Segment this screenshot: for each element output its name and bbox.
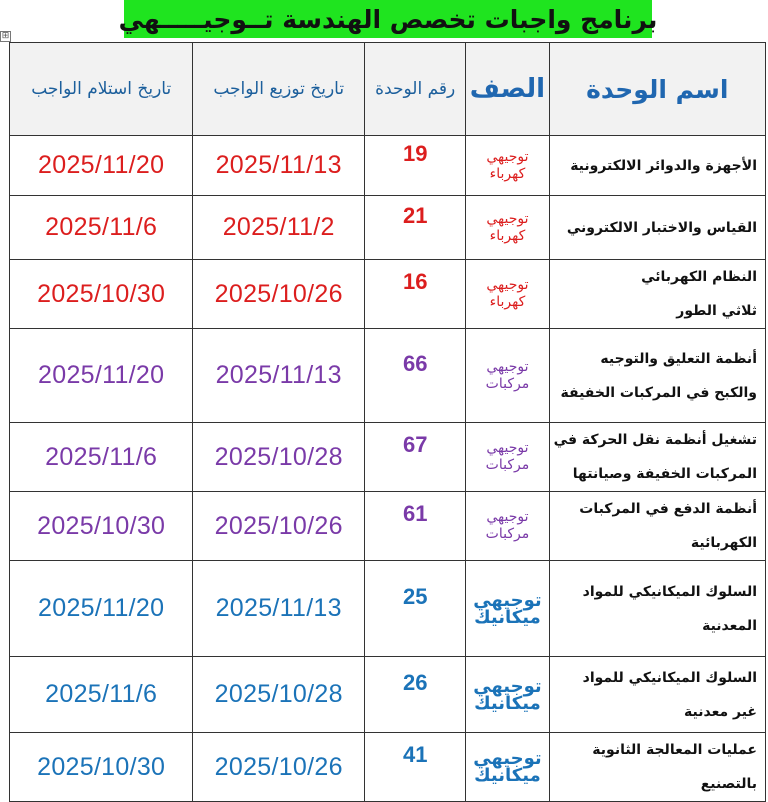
received-date-cell: 2025/10/30 [10, 260, 193, 329]
unit-name-line: القياس والاختبار الالكتروني [566, 219, 757, 236]
received-date-cell: 2025/11/20 [10, 561, 193, 657]
grade-level: توجيهي [486, 440, 529, 456]
unit-name-line: تشغيل أنظمة نقل الحركة في [553, 432, 757, 448]
table-row [10, 492, 766, 561]
grade-level: توجيهي [473, 589, 542, 611]
unit-number: 19 [402, 140, 428, 166]
assignments-table [9, 42, 766, 802]
distribution-date-cell: 2025/11/13 [193, 136, 365, 196]
grade-cell [466, 260, 549, 329]
unit-name-cell [549, 561, 765, 657]
grade-specialty: كهرباء [489, 294, 526, 310]
grade-cell [466, 657, 549, 733]
unit-number: 21 [402, 202, 428, 228]
unit-name-cell [549, 260, 765, 329]
page-title: برنامج واجبات تخصص الهندسة تــوجيـــــهي [118, 4, 658, 34]
received-date-cell: 2025/11/20 [10, 329, 193, 423]
unit-number-cell [365, 561, 466, 657]
grade-level: توجيهي [473, 675, 542, 697]
distribution-date-cell: 2025/10/28 [193, 423, 365, 492]
unit-name-cell [549, 733, 765, 802]
unit-number-cell [365, 136, 466, 196]
table-row [10, 260, 766, 329]
received-date-cell: 2025/11/20 [10, 136, 193, 196]
grade-specialty: مركبات [485, 457, 530, 473]
unit-number: 25 [402, 583, 428, 609]
distribution-date-cell: 2025/10/26 [193, 492, 365, 561]
unit-number: 41 [402, 742, 428, 767]
header-received-date: تاريخ استلام الواجب [10, 43, 193, 136]
unit-number: 61 [402, 501, 428, 526]
distribution-date-cell: 2025/11/2 [193, 196, 365, 260]
unit-name-cell [549, 492, 765, 561]
title-banner [118, 0, 658, 38]
table-row [10, 733, 766, 802]
header-distribution-date: تاريخ توزيع الواجب [193, 43, 365, 136]
grade-level: توجيهي [473, 748, 542, 769]
unit-name-cell [549, 423, 765, 492]
unit-name-cell [549, 136, 765, 196]
unit-number-cell [365, 657, 466, 733]
unit-name-line: أنظمة التعليق والتوجيه [600, 350, 757, 367]
grade-level: توجيهي [486, 277, 529, 293]
unit-number: 26 [402, 669, 428, 695]
table-row [10, 657, 766, 733]
unit-name-line: المركبات الخفيفة وصيانتها [572, 466, 757, 482]
unit-number: 67 [402, 432, 428, 457]
table-row [10, 561, 766, 657]
grade-specialty: مركبات [485, 375, 530, 392]
unit-name-line: السلوك الميكانيكي للمواد [582, 669, 757, 686]
unit-name-line: عمليات المعالجة الثانوية [592, 742, 757, 758]
grade-level: توجيهي [486, 509, 529, 525]
unit-name-line: والكبح في المركبات الخفيفة [560, 384, 757, 401]
unit-number-cell [365, 492, 466, 561]
unit-name-cell [549, 196, 765, 260]
received-date-cell: 2025/11/6 [10, 196, 193, 260]
unit-name-line: النظام الكهربائي [641, 269, 757, 285]
grade-cell [466, 423, 549, 492]
grade-cell [466, 329, 549, 423]
unit-name-line: السلوك الميكانيكي للمواد [582, 583, 757, 600]
grade-specialty: ميكانيك [474, 692, 541, 714]
grade-specialty: ميكانيك [474, 765, 541, 786]
unit-name-line: المعدنية [702, 617, 757, 634]
unit-number-cell [365, 196, 466, 260]
table-header-row [10, 43, 766, 136]
unit-number: 66 [402, 350, 428, 376]
header-unit-number: رقم الوحدة [365, 43, 466, 136]
unit-number-cell [365, 260, 466, 329]
unit-name-line: الكهربائية [690, 535, 757, 551]
header-unit-name: اسم الوحدة [549, 43, 765, 136]
unit-name-line: الأجهزة والدوائر الالكترونية [570, 157, 757, 174]
received-date-cell: 2025/11/6 [10, 423, 193, 492]
grade-specialty: مركبات [485, 526, 530, 542]
unit-number-cell [365, 423, 466, 492]
grade-specialty: كهرباء [489, 165, 526, 182]
unit-name-cell [549, 657, 765, 733]
table-row [10, 329, 766, 423]
distribution-date-cell: 2025/11/13 [193, 561, 365, 657]
grade-cell [466, 492, 549, 561]
received-date-cell: 2025/10/30 [10, 733, 193, 802]
grade-cell [466, 561, 549, 657]
grade-cell [466, 196, 549, 260]
grade-level: توجيهي [486, 358, 529, 375]
grade-specialty: ميكانيك [474, 606, 541, 628]
grade-cell [466, 733, 549, 802]
unit-name-line: ثلاثي الطور [676, 303, 757, 319]
distribution-date-cell: 2025/10/26 [193, 733, 365, 802]
distribution-date-cell: 2025/10/28 [193, 657, 365, 733]
unit-number-cell [365, 733, 466, 802]
table-row [10, 423, 766, 492]
table-row [10, 136, 766, 196]
grade-cell [466, 136, 549, 196]
distribution-date-cell: 2025/11/13 [193, 329, 365, 423]
unit-name-line: بالتصنيع [700, 776, 757, 792]
header-grade: الصف [466, 43, 549, 136]
unit-name-line: غير معدنية [684, 703, 757, 720]
received-date-cell: 2025/10/30 [10, 492, 193, 561]
unit-number: 16 [402, 269, 428, 294]
grade-specialty: كهرباء [489, 227, 526, 244]
grade-level: توجيهي [486, 210, 529, 227]
distribution-date-cell: 2025/10/26 [193, 260, 365, 329]
grade-level: توجيهي [486, 148, 529, 165]
table-move-handle-icon[interactable]: ⊞ [1, 31, 10, 41]
unit-name-cell [549, 329, 765, 423]
unit-name-line: أنظمة الدفع في المركبات [579, 501, 757, 517]
received-date-cell: 2025/11/6 [10, 657, 193, 733]
table-row [10, 196, 766, 260]
unit-number-cell [365, 329, 466, 423]
